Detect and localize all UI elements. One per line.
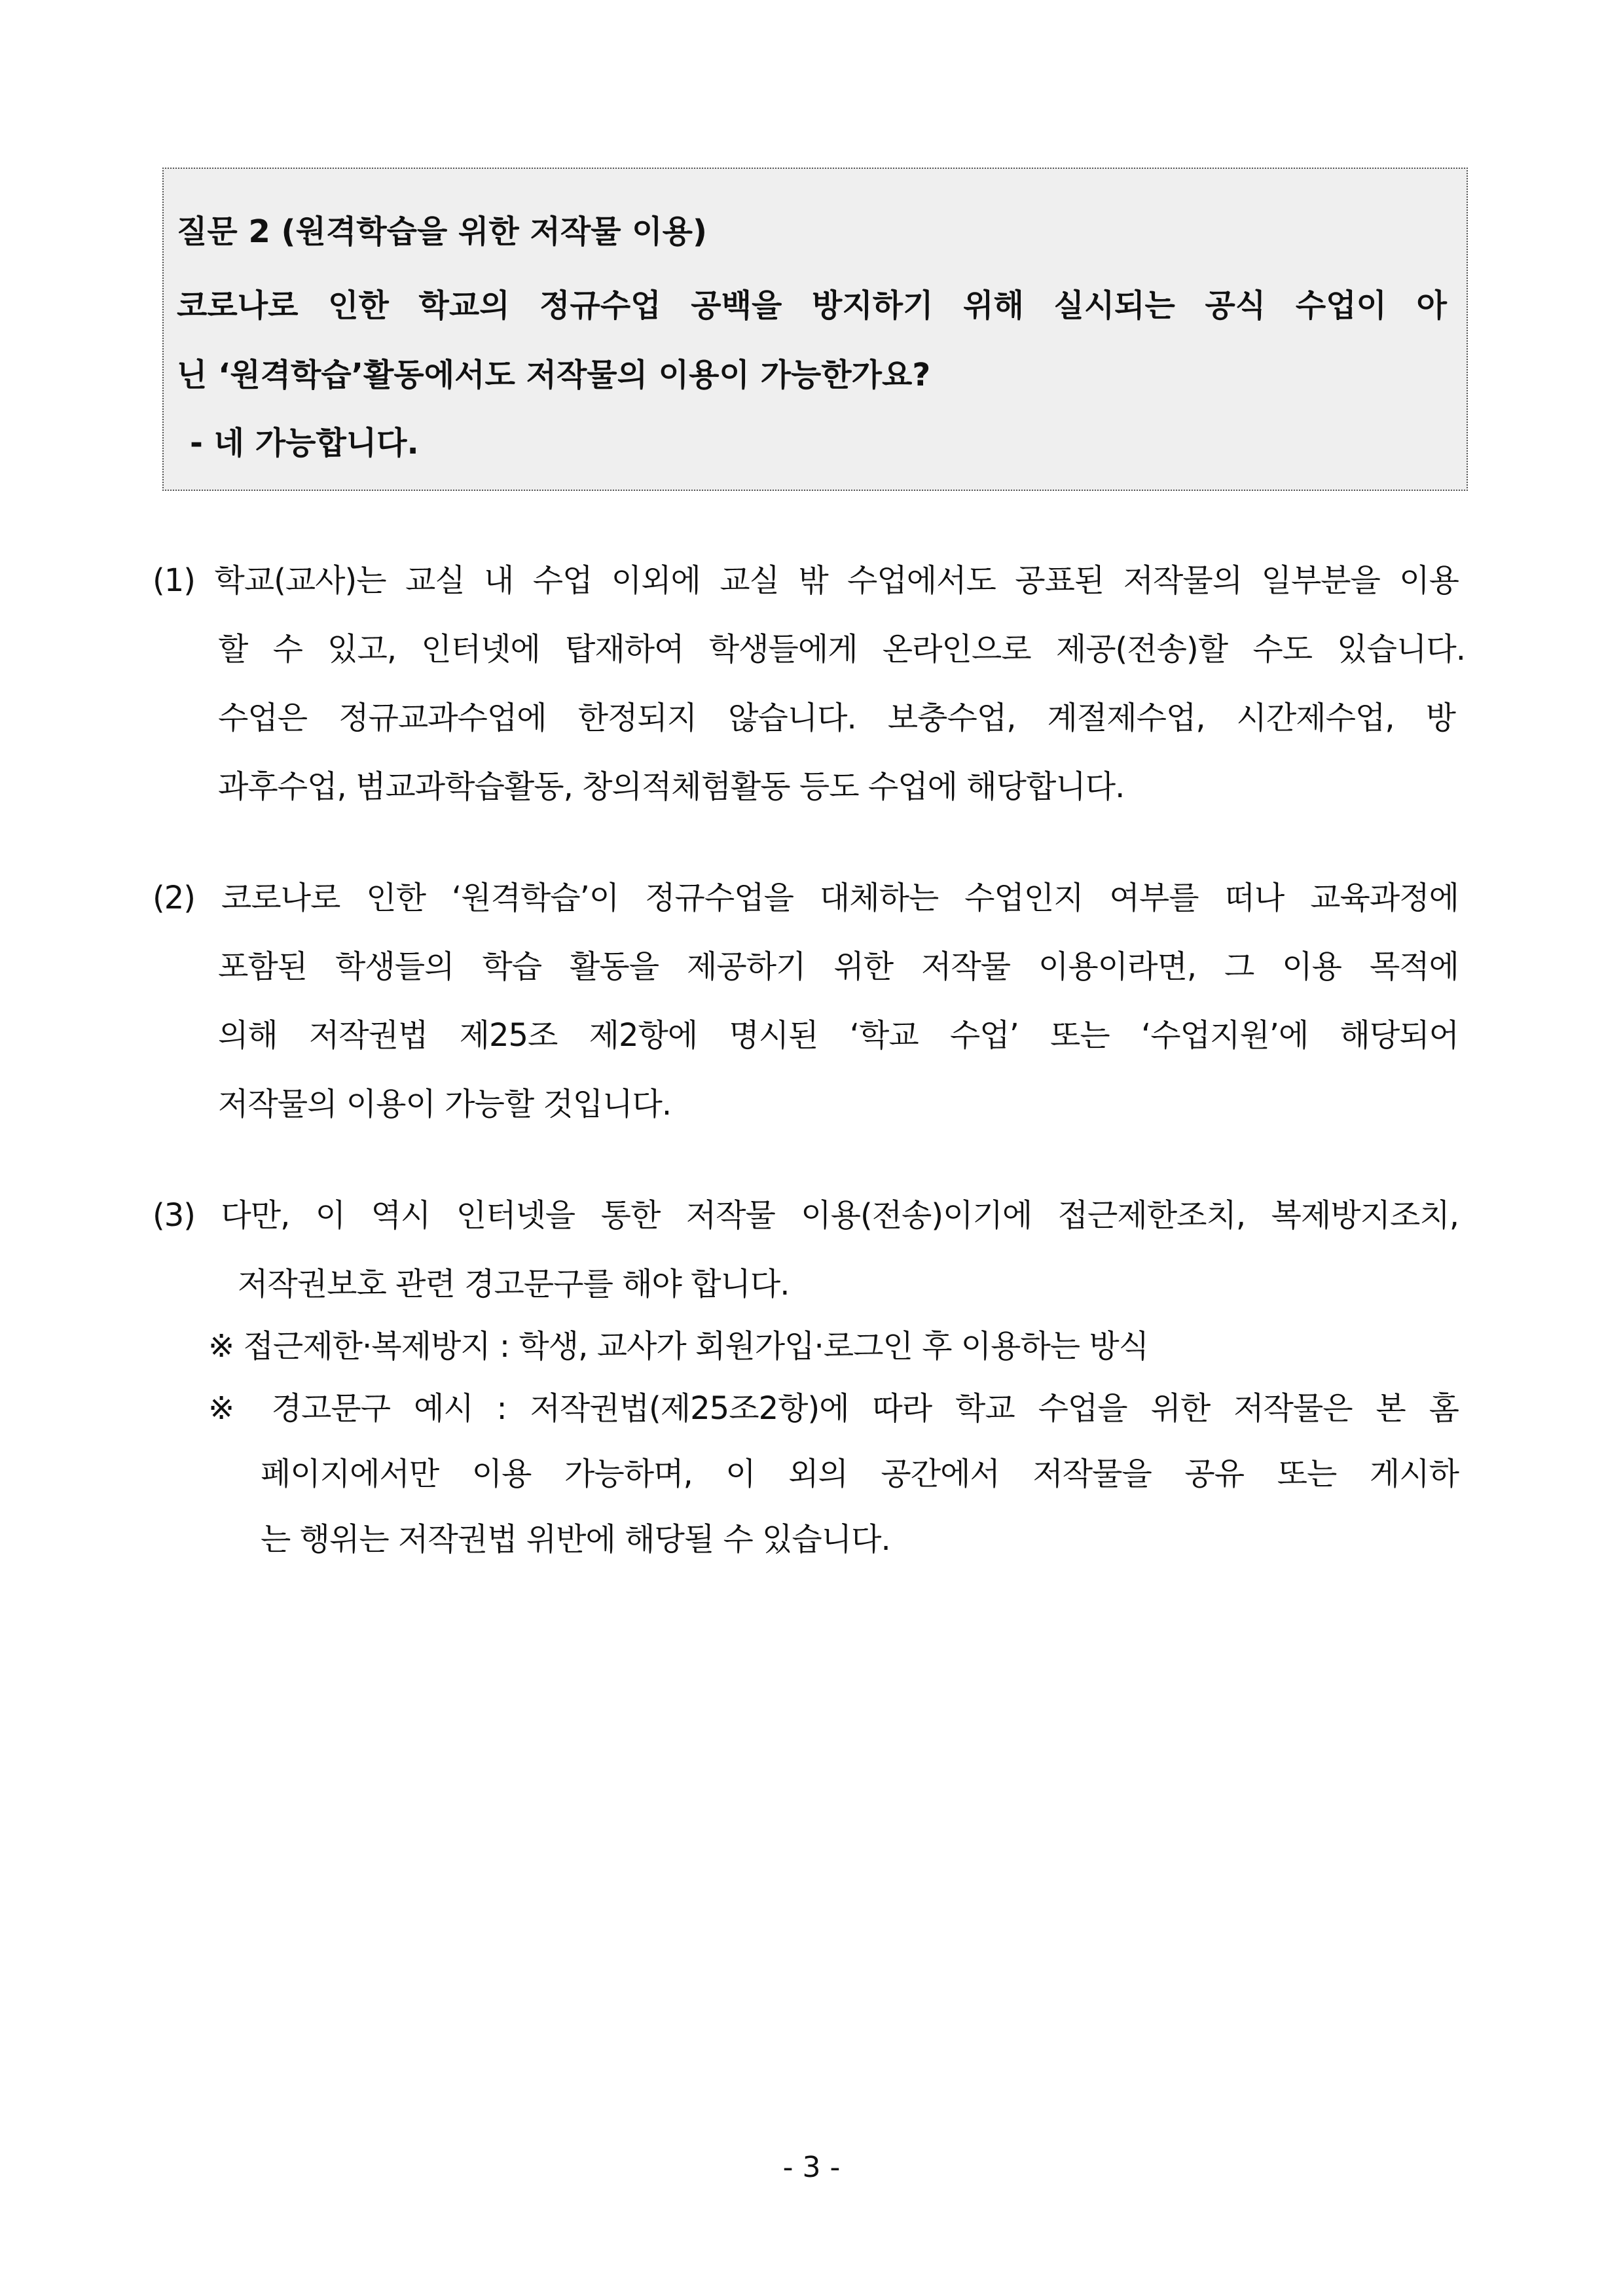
paragraph-1-line-3: 수업은 정규교과수업에 한정되지 않습니다. 보충수업, 계절제수업, 시간제수업, 방 — [218, 700, 1455, 736]
question-text-line-1: 코로나로 인한 학교의 정규수업 공백을 방지하기 위해 실시되는 공식 수업이 아 — [177, 287, 1447, 324]
question-title: 질문 2 (원격학습을 위한 저작물 이용) — [177, 213, 707, 250]
paragraph-2-line-1: (2) 코로나로 인한 ‘원격학습’이 정규수업을 대체하는 수업인지 여부를 떠나 교육과정에 — [153, 880, 1459, 916]
paragraph-1-line-4: 과후수업, 범교과학습활동, 창의적체험활동 등도 수업에 해당합니다. — [218, 768, 1125, 805]
page-number: - 3 - — [782, 2151, 841, 2184]
question-text-line-2: 닌 ‘원격학습’활동에서도 저작물의 이용이 가능한가요? — [177, 357, 931, 393]
paragraph-2-line-4: 저작물의 이용이 가능할 것입니다. — [218, 1086, 672, 1122]
note-2-line-3: 는 행위는 저작권법 위반에 해당될 수 있습니다. — [261, 1521, 890, 1558]
answer-text: - 네 가능합니다. — [190, 425, 419, 461]
note-1-line-1: ※ 접근제한·복제방지 : 학생, 교사가 회원가입·로그인 후 이용하는 방식 — [208, 1328, 1149, 1365]
note-2-line-1: ※ 경고문구 예시 : 저작권법(제25조2항)에 따라 학교 수업을 위한 저작물은 본 홈 — [208, 1390, 1459, 1427]
question-box — [162, 168, 1468, 491]
paragraph-1-line-2: 할 수 있고, 인터넷에 탑재하여 학생들에게 온라인으로 제공(전송)할 수도 있습니다. — [218, 631, 1465, 668]
paragraph-3-line-1: (3) 다만, 이 역시 인터넷을 통한 저작물 이용(전송)이기에 접근제한조치, 복제방지조치, — [153, 1197, 1459, 1234]
paragraph-1-line-1: (1) 학교(교사)는 교실 내 수업 이외에 교실 밖 수업에서도 공표된 저작물의 일부분을 이용 — [153, 562, 1459, 599]
note-2-line-2: 페이지에서만 이용 가능하며, 이 외의 공간에서 저작물을 공유 또는 게시하 — [261, 1456, 1459, 1492]
paragraph-2-line-3: 의해 저작권법 제25조 제2항에 명시된 ‘학교 수업’ 또는 ‘수업지원’에 해당되어 — [218, 1017, 1459, 1054]
paragraph-2-line-2: 포함된 학생들의 학습 활동을 제공하기 위한 저작물 이용이라면, 그 이용 목적에 — [218, 948, 1459, 985]
paragraph-3-line-2: 저작권보호 관련 경고문구를 해야 합니다. — [238, 1266, 790, 1302]
